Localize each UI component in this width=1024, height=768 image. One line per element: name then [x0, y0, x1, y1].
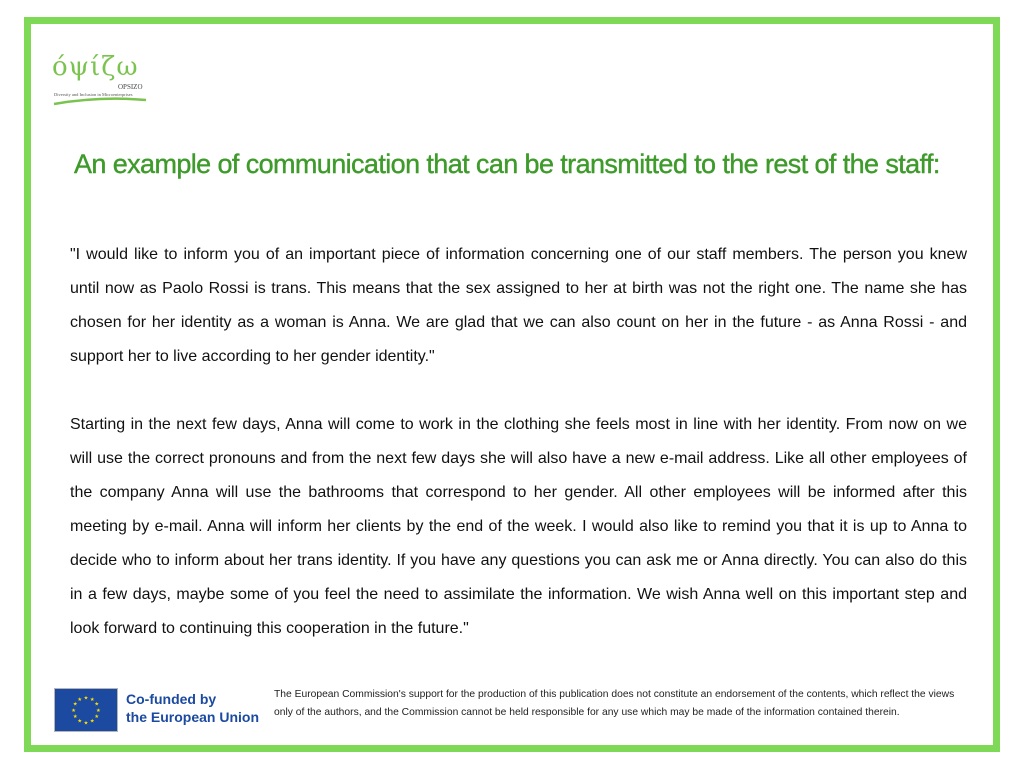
- eu-star-icon: ★: [71, 707, 76, 714]
- eu-star-icon: ★: [83, 720, 89, 727]
- eu-star-icon: ★: [94, 714, 100, 721]
- eu-label-line2: the European Union: [126, 709, 259, 725]
- eu-star-icon: ★: [77, 718, 83, 725]
- eu-star-icon: ★: [83, 695, 89, 702]
- logo-swoosh-icon: [52, 96, 148, 106]
- eu-star-icon: ★: [94, 701, 100, 708]
- opsizo-logo: [52, 52, 152, 108]
- eu-label-line1: Co-funded by: [126, 691, 217, 707]
- logo-latin-text: OPSIZO: [118, 83, 143, 91]
- logo-tagline: Diversity and Inclusion in Microenterprises: [54, 92, 133, 97]
- message-body: [70, 238, 967, 646]
- page-title: An example of communication that can be transmitted to the rest of the staff:: [74, 149, 940, 179]
- eu-star-icon: ★: [77, 697, 83, 704]
- logo-greek-text: όψίζω: [52, 52, 139, 82]
- eu-flag-icon: [54, 688, 118, 732]
- message-paragraph: Starting in the next few days, Anna will come to work in the clothing she feels most in line with her identity. From now on we will use the correct pronouns and from the next few days she will also have a new e-mail address. Like all other employees of the company Anna will use the bathrooms that correspond to her gender. All other employees will be informed after this meeting by e-mail. Anna will inform her clients by the end of the week. I would also like to remind you that it is up to Anna to decide who to inform about her trans identity. If you have any questions you can ask me or Anna directly. You can also do this in a few days, maybe some of you feel the need to assimilate the information. We wish Anna well on this important step and look forward to continuing this cooperation in the future.": [70, 416, 967, 637]
- eu-star-icon: ★: [96, 707, 101, 714]
- eu-cofunded-label: [126, 690, 259, 726]
- eu-star-icon: ★: [89, 718, 95, 725]
- eu-star-icon: ★: [72, 701, 78, 708]
- message-paragraph: "I would like to inform you of an important piece of information concerning one of our staff members. The person you knew until now as Paolo Rossi is trans. This means that the sex assigned to her at birth was not the right one. The name she has chosen for her identity as a woman is Anna. We are glad that we can also count on her in the future - as Anna Rossi - and support her to live according to her gender identity.": [70, 246, 967, 365]
- eu-star-icon: ★: [89, 697, 95, 704]
- eu-star-icon: ★: [72, 714, 78, 721]
- eu-disclaimer: The European Commission's support for the production of this publication does not constitute an endorsement of the contents, which reflect the views only of the authors, and the Commission cannot be held responsible for any use which may be made of the information contained therein.: [274, 689, 955, 718]
